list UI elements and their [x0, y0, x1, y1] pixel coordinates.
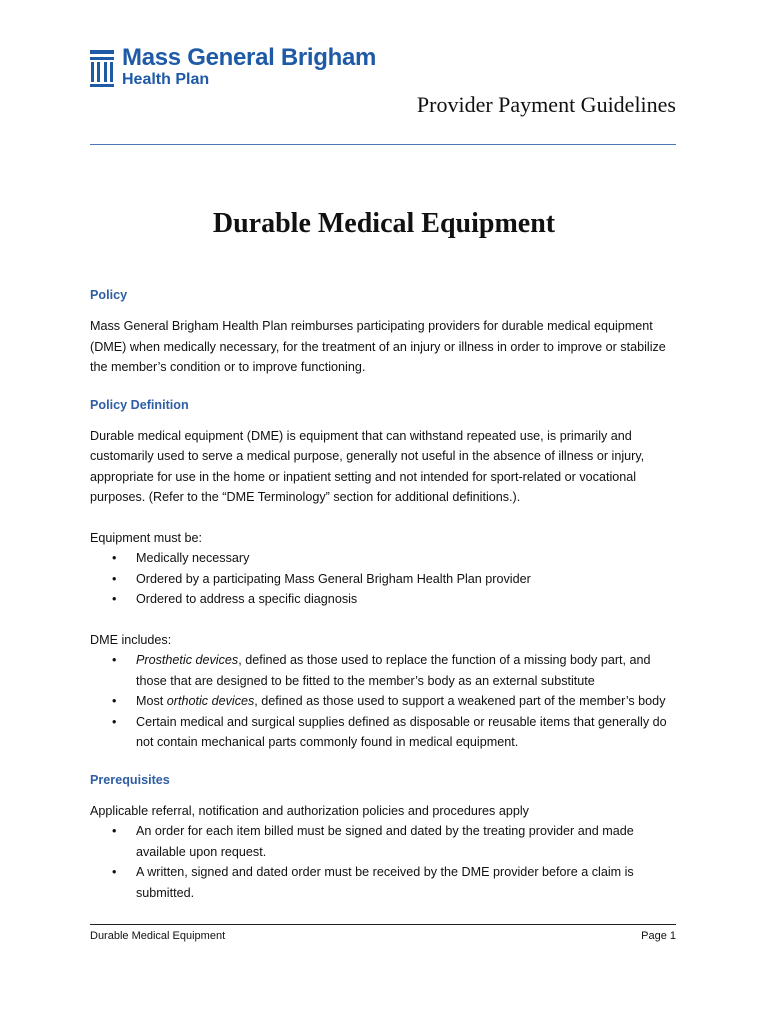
page-number: Page 1: [641, 930, 676, 942]
prerequisites-intro: Applicable referral, notification and authorization policies and procedures apply: [90, 803, 529, 818]
policy-heading: Policy: [90, 288, 128, 302]
document-type: Provider Payment Guidelines: [416, 92, 676, 117]
includes-intro: DME includes:: [90, 632, 172, 647]
brand-name: Mass General Brigham: [122, 44, 377, 71]
policy-definition-section: [90, 396, 680, 753]
brand-subtitle: Health Plan: [122, 71, 210, 88]
bullet-icon: •: [112, 571, 117, 586]
list-item: • Prosthetic devices, defined as those used to replace the function of a missing body part, and those that are designed to be fitted to the member’s body as an external substitute: [90, 650, 680, 691]
policy-definition-text: Durable medical equipment (DME) is equipment that can withstand repeated use, is primarily and customarily used to serve a medical purpose, generally not useful in the absence of illness or injury, appropriate for use in the home or inpatient setting and not intended for sport-related or vocational purposes. (Refer to the “DME Terminology” section for additional definitions.).: [90, 428, 645, 504]
building-columns-icon: [90, 46, 114, 90]
bullet-icon: •: [112, 865, 117, 879]
prerequisites-heading: Prerequisites: [90, 772, 170, 787]
page-title: Durable Medical Equipment: [212, 208, 556, 239]
brand-logo: [90, 44, 376, 90]
must-be-list: [90, 548, 680, 610]
footer-divider: [90, 924, 676, 925]
includes-list: [90, 650, 680, 753]
prerequisites-list: [90, 821, 680, 903]
bullet-icon: •: [112, 653, 117, 667]
bullet-icon: •: [112, 551, 117, 565]
list-item: • A written, signed and dated order must be received by the DME provider before a claim is submitted.: [90, 862, 680, 903]
bullet-icon: •: [112, 824, 117, 838]
bullet-icon: •: [112, 694, 117, 708]
policy-text: Mass General Brigham Health Plan reimburses participating providers for durable medical equipment (DME) when medically necessary, for the treatment of an injury or illness in order to improve or stabilize the member’s condition or to improve functioning.: [90, 319, 666, 374]
list-item: • Medically necessary: [90, 548, 680, 569]
policy-definition-heading: Policy Definition: [90, 397, 189, 412]
list-item: • Certain medical and surgical supplies defined as disposable or reusable items that generally do not contain mechanical parts commonly found in medical equipment.: [90, 712, 680, 753]
prerequisites-section: [90, 771, 680, 904]
must-be-intro: Equipment must be:: [90, 530, 203, 545]
bullet-icon: •: [112, 592, 117, 606]
list-item: • An order for each item billed must be signed and dated by the treating provider and made available upon request.: [90, 821, 680, 862]
bullet-icon: •: [112, 714, 117, 729]
list-item: • Most orthotic devices, defined as those used to support a weakened part of the member’s body: [90, 691, 680, 712]
list-item: • Ordered by a participating Mass General Brigham Health Plan provider: [90, 569, 680, 590]
page-footer: [90, 930, 676, 942]
header-divider: [90, 144, 676, 145]
list-item: • Ordered to address a specific diagnosis: [90, 589, 680, 610]
footer-document-title: Durable Medical Equipment: [90, 930, 226, 942]
document-body: [90, 286, 680, 921]
policy-section: [90, 286, 680, 378]
